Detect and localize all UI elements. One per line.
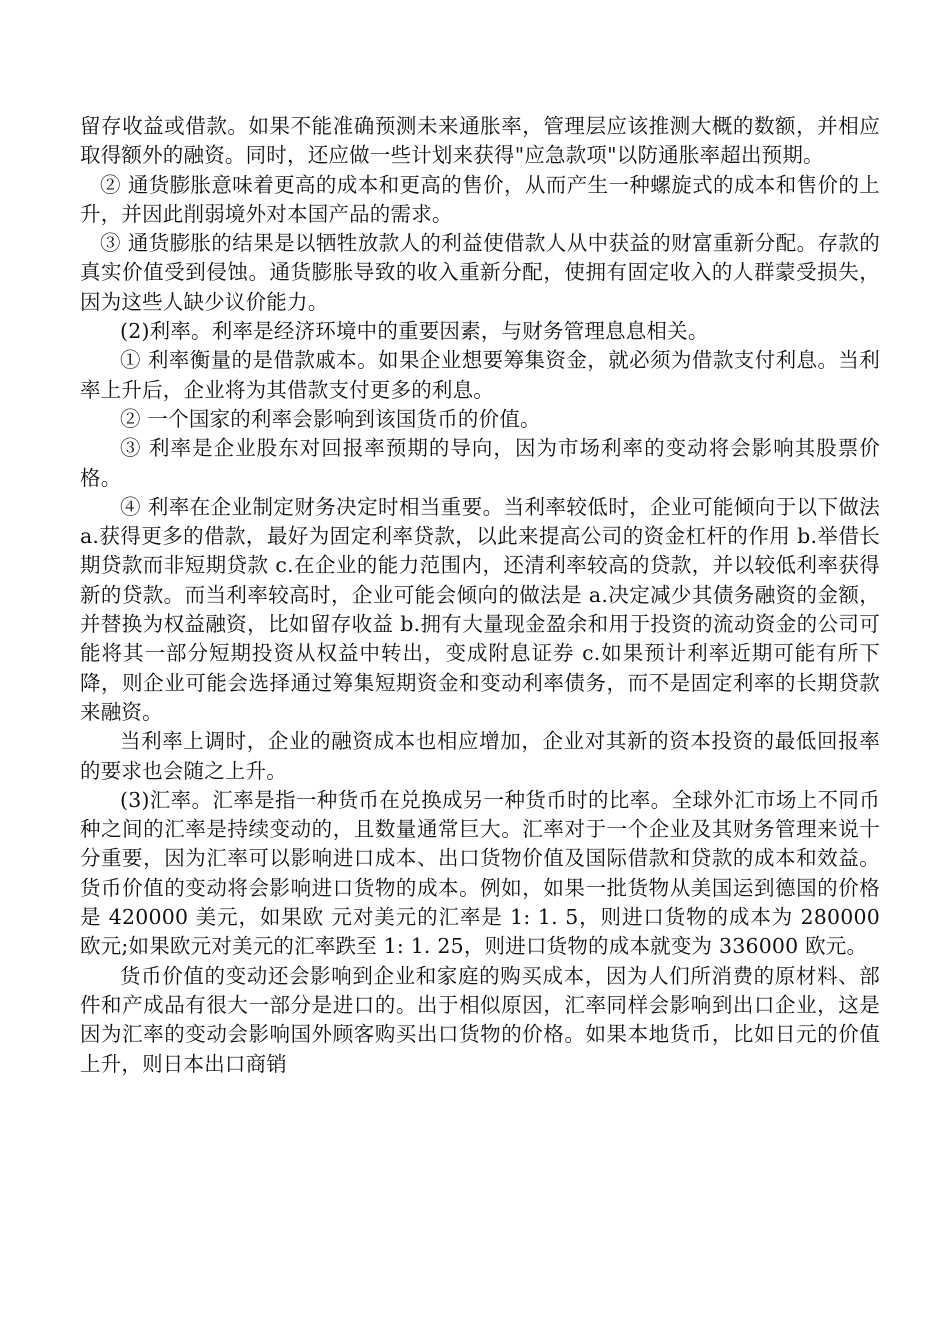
paragraph-interest-rate-currency-value: ② 一个国家的利率会影响到该国货币的价值。	[120, 406, 541, 431]
paragraph-interest-rate-financial-decisions: ④ 利率在企业制定财务决定时相当重要。当利率较低时，企业可能倾向于以下做法 a.获得更多的借款，最好为固定利率贷款，以此来提高公司的资金杠杆的作用 b.举借长期贷款而非短期贷款 c.在企业的能力范围内，还清利率较高的贷款，并以较低利率获得新的贷款。而当利率较高时，企业可能会倾向的做法是 a.决定减少其债务融资的金额，并替换为权益融资，比如留存收益 b.拥有大量现金盈余和用于投资的流动资金的公司可能将其一部分短期投资从权益中转出，变成附息证券 c.如果预计利率近期可能有所下降，则企业可能会选择通过筹集短期资金和变动利率债务，而不是固定利率的长期贷款来融资。	[80, 494, 880, 724]
paragraph-interest-rate-heading: (2)利率。利率是经济环境中的重要因素，与财务管理息息相关。	[120, 319, 709, 344]
paragraph-inflation-wealth-redistribution: ③ 通货膨胀的结果是以牺牲放款人的利益使借款人从中获益的财富重新分配。存款的真实价值受到侵蚀。通货膨胀导致的收入重新分配，使拥有固定收入的人群蒙受损失，因为这些人缺少议价能力。	[80, 231, 880, 314]
paragraph-interest-rate-share-price: ③ 利率是企业股东对回报率预期的导向，因为市场利率的变动将会影响其股票价格。	[80, 436, 880, 490]
paragraph-inflation-cost-spiral: ② 通货膨胀意味着更高的成本和更高的售价，从而产生一种螺旋式的成本和售价的上升，并因此削弱境外对本国产品的需求。	[80, 172, 880, 226]
paragraph-interest-rate-borrowing-cost: ① 利率衡量的是借款戚本。如果企业想要筹集资金，就必须为借款支付利息。当利率上升后，企业将为其借款支付更多的利息。	[80, 348, 880, 402]
paragraph-exchange-rate: (3)汇率。汇率是指一种货币在兑换成另一种货币时的比率。全球外汇市场上不同币种之间的汇率是持续变动的，且数量通常巨大。汇率对于一个企业及其财务管理来说十分重要，因为汇率可以影响进口成本、出口货物价值及国际借款和贷款的成本和效益。货币价值的变动将会影响进口货物的成本。例如，如果一批货物从美国运到德国的价格是 420000 美元，如果欧 元对美元的汇率是 1: 1. 5，则进口货物的成本为 280000 欧元;如果欧元对美元的汇率跌至 1: 1. 25，则进口货物的成本就变为 336000 欧元。	[80, 787, 880, 959]
paragraph-interest-rate-rise: 当利率上调时，企业的融资成本也相应增加，企业对其新的资本投资的最低回报率的要求也会随之上升。	[80, 729, 880, 783]
paragraph-currency-value-change: 货币价值的变动还会影响到企业和家庭的购买成本，因为人们所消费的原材料、部件和产成品有很大一部分是进口的。出于相似原因，汇率同样会影响到出口企业，这是因为汇率的变动会影响国外顾客购买出口货物的价格。如果本地货币，比如日元的价值上升，则日本出口商销	[80, 963, 880, 1076]
document-body	[80, 112, 880, 1079]
paragraph-financing-contingency: 留存收益或借款。如果不能准确预测未来通胀率，管理层应该推测大概的数额，并相应取得额外的融资。同时，还应做一些计划来获得"应急款项"以防通胀率超出预期。	[80, 114, 880, 168]
